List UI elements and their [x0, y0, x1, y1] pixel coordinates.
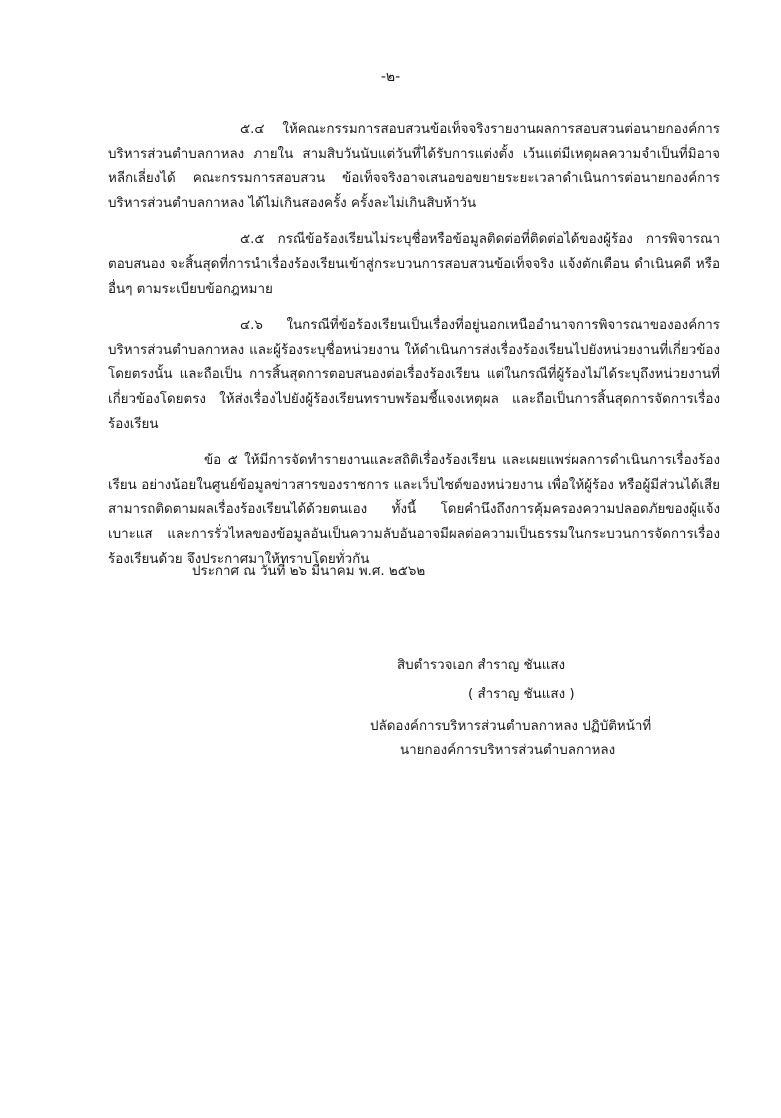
signatory-name: สิบตำรวจเอก สำราญ ชันแสง: [397, 658, 566, 673]
paragraph-5-5: ๕.๕ กรณีข้อร้องเรียนไม่ระบุชื่อหรือข้อมูลติดต่อที่ติดต่อได้ของผู้ร้อง การพิจารณาตอบสนอง จะสิ้นสุดที่การนำเรื่องร้องเรียนเข้าสู่กระบวนการสอบสวนข้อเท็จจริง แจ้งตักเตือน ดำเนินคดี หรืออื่นๆ ตามระเบียบข้อกฎหมาย: [108, 232, 720, 297]
paragraph-5-4: ๕.๔ ให้คณะกรรมการสอบสวนข้อเท็จจริงรายงานผลการสอบสวนต่อนายกองค์การบริหารส่วนตำบลกาหลง ภายใน สามสิบวันนับแต่วันที่ได้รับการแต่งตั้ง เว้นแต่มีเหตุผลความจำเป็นที่มิอาจหลีกเลี่ยงได้ คณะกรรมการสอบสวน ข้อเท็จจริงอาจเสนอขอขยายระยะเวลาดำเนินการต่อนายกองค์การบริหารส่วนตำบลกาหลง ได้ไม่เกินสองครั้ง ครั้งละไม่เกินสิบห้าวัน: [108, 122, 720, 211]
signatory-title-line-2: นายกองค์การบริหารส่วนตำบลกาหลง: [400, 743, 616, 758]
page-number: -๒-: [380, 69, 401, 85]
signatory-name-parenthesized: ( สำราญ ชันแสง ): [468, 687, 575, 702]
announcement-date: ประกาศ ณ วันที่ ๒๖ มีนาคม พ.ศ. ๒๕๖๒: [192, 564, 426, 579]
paragraph-clause-5: ข้อ ๕ ให้มีการจัดทำรายงานและสถิติเรื่องร้องเรียน และเผยแพร่ผลการดำเนินการเรื่องร้องเรียน อย่างน้อยในศูนย์ข้อมูลข่าวสารของราชการ และเว็บไซต์ของหน่วยงาน เพื่อให้ผู้ร้อง หรือผู้มีส่วนได้เสีย สามารถติดตามผลเรื่องร้องเรียนได้ด้วยตนเอง ทั้งนี้ โดยคำนึงถึงการคุ้มครองความปลอดภัยของผู้แจ้งเบาะแส และการรั่วไหลของข้อมูลอันเป็นความลับอันอาจมีผลต่อความเป็นธรรมในกระบวนการจัดการเรื่องร้องเรียนด้วย จึงประกาศมาให้ทราบโดยทั่วกัน: [108, 453, 720, 567]
document-body: [108, 118, 720, 584]
paragraph-4-6: ๔.๖ ในกรณีที่ข้อร้องเรียนเป็นเรื่องที่อยู่นอกเหนืออำนาจการพิจารณาขององค์การบริหารส่วนตำบลกาหลง และผู้ร้องระบุชื่อหน่วยงาน ให้ดำเนินการส่งเรื่องร้องเรียนไปยังหน่วยงานที่เกี่ยวข้องโดยตรงนั้น และถือเป็น การสิ้นสุดการตอบสนองต่อเรื่องร้องเรียน แต่ในกรณีที่ผู้ร้องไม่ได้ระบุถึงหน่วยงานที่เกี่ยวข้องโดยตรง ให้ส่งเรื่องไปยังผู้ร้องเรียนทราบพร้อมชี้แจงเหตุผล และถือเป็นการสิ้นสุดการจัดการเรื่องร้องเรียน: [108, 318, 720, 432]
signatory-title-line-1: ปลัดองค์การบริหารส่วนตำบลกาหลง ปฏิบัติหน้าที่: [370, 719, 652, 734]
